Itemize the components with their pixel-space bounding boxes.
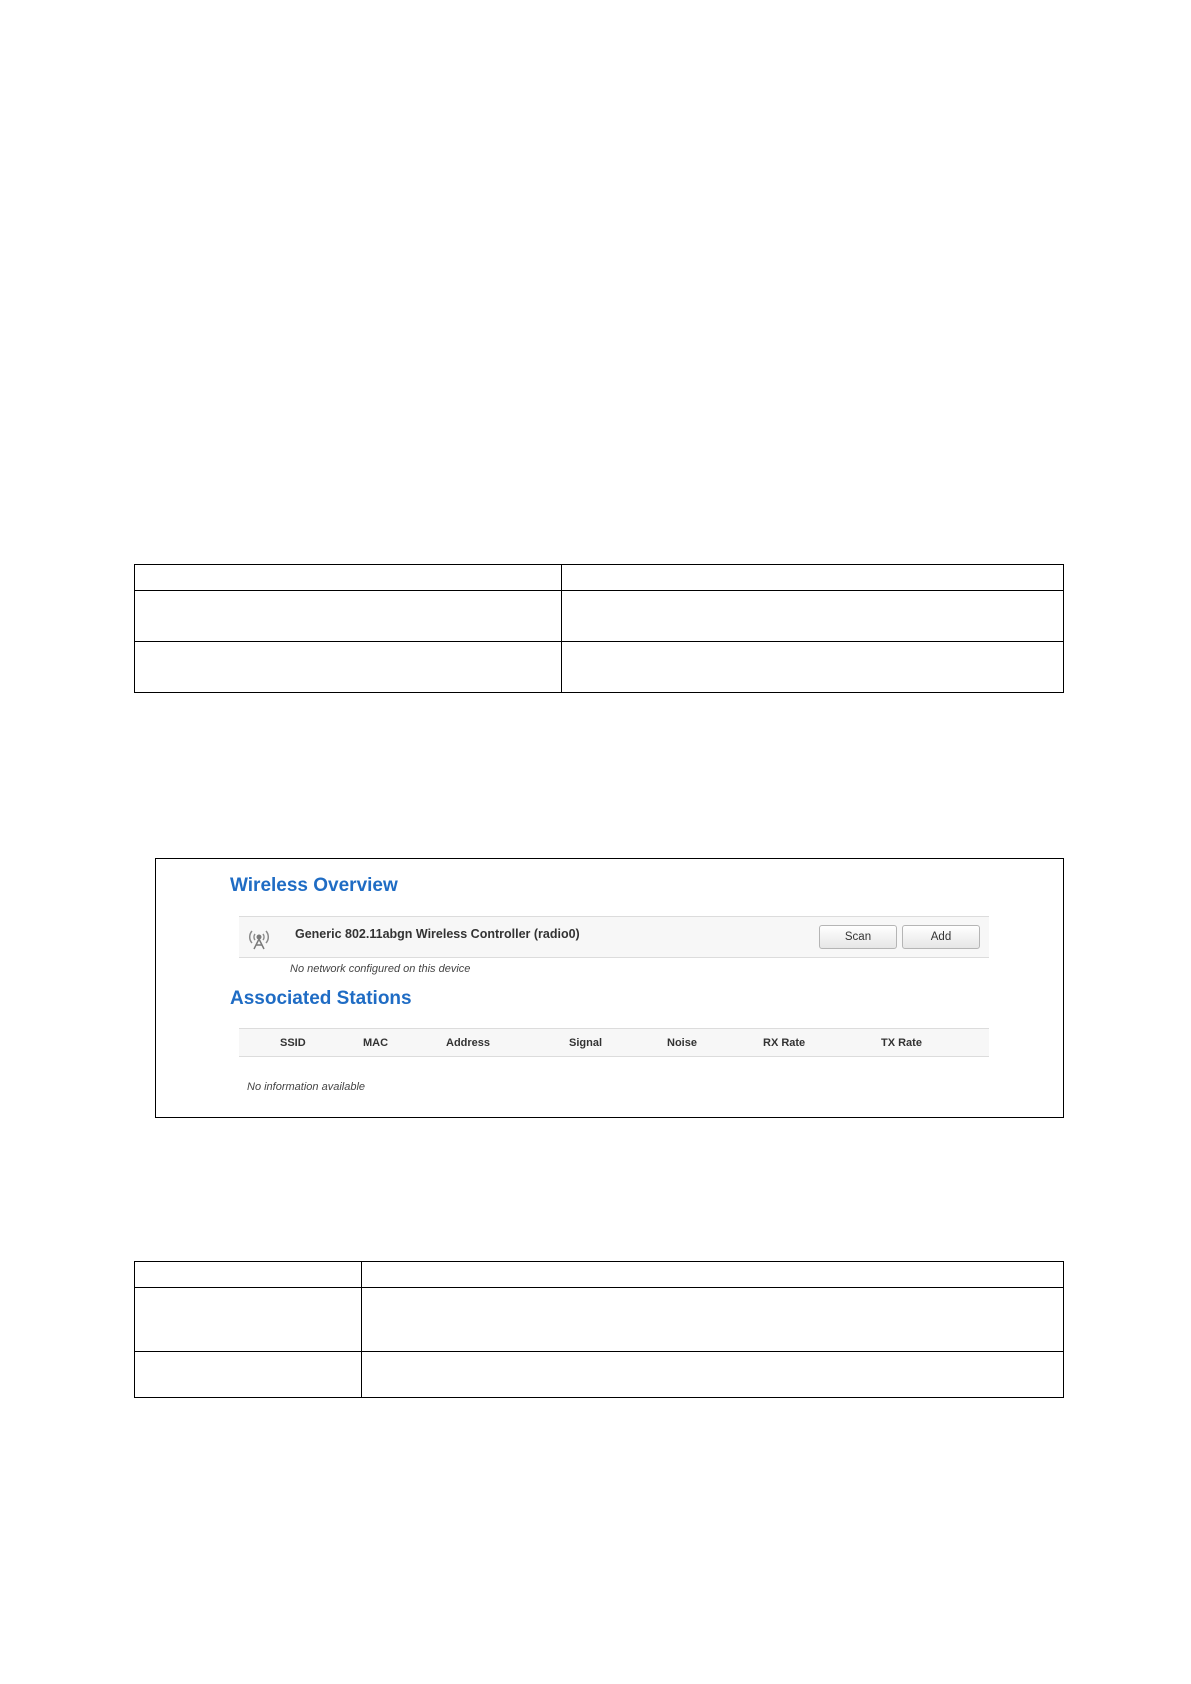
column-header-mac: MAC bbox=[363, 1037, 389, 1049]
table-cell bbox=[135, 1288, 362, 1352]
table-row bbox=[135, 591, 1064, 642]
column-header-rx-rate: RX Rate bbox=[763, 1037, 806, 1049]
no-network-message: No network configured on this device bbox=[290, 963, 471, 975]
document-table-1 bbox=[134, 564, 1064, 693]
column-header-signal: Signal bbox=[569, 1037, 603, 1049]
table-cell bbox=[135, 642, 562, 693]
add-button[interactable]: Add bbox=[902, 925, 980, 949]
table-cell bbox=[562, 591, 1064, 642]
wireless-antenna-icon bbox=[247, 926, 271, 950]
table-cell bbox=[135, 591, 562, 642]
table-cell bbox=[135, 1262, 362, 1288]
table-cell bbox=[362, 1288, 1064, 1352]
table-cell bbox=[135, 565, 562, 591]
table-cell bbox=[135, 1352, 362, 1398]
column-header-address: Address bbox=[446, 1037, 491, 1049]
column-header-tx-rate: TX Rate bbox=[881, 1037, 922, 1049]
radio-device-name: Generic 802.11abgn Wireless Controller (radio0) bbox=[295, 927, 580, 941]
table-cell bbox=[362, 1262, 1064, 1288]
wireless-screenshot-frame bbox=[155, 858, 1064, 1118]
table-row bbox=[135, 642, 1064, 693]
table-row bbox=[135, 1262, 1064, 1288]
no-information-message: No information available bbox=[247, 1081, 366, 1093]
table-cell bbox=[362, 1352, 1064, 1398]
radio-device-row bbox=[239, 916, 989, 958]
column-header-noise: Noise bbox=[667, 1037, 697, 1049]
table-cell bbox=[562, 565, 1064, 591]
table-row bbox=[135, 565, 1064, 591]
scan-button[interactable]: Scan bbox=[819, 925, 897, 949]
document-table-2 bbox=[134, 1261, 1064, 1398]
table-cell bbox=[562, 642, 1064, 693]
table-row bbox=[135, 1352, 1064, 1398]
column-header-ssid: SSID bbox=[280, 1037, 306, 1049]
stations-table-header bbox=[239, 1028, 989, 1057]
wireless-overview-title: Wireless Overview bbox=[230, 875, 398, 896]
associated-stations-title: Associated Stations bbox=[230, 988, 412, 1009]
table-row bbox=[135, 1288, 1064, 1352]
